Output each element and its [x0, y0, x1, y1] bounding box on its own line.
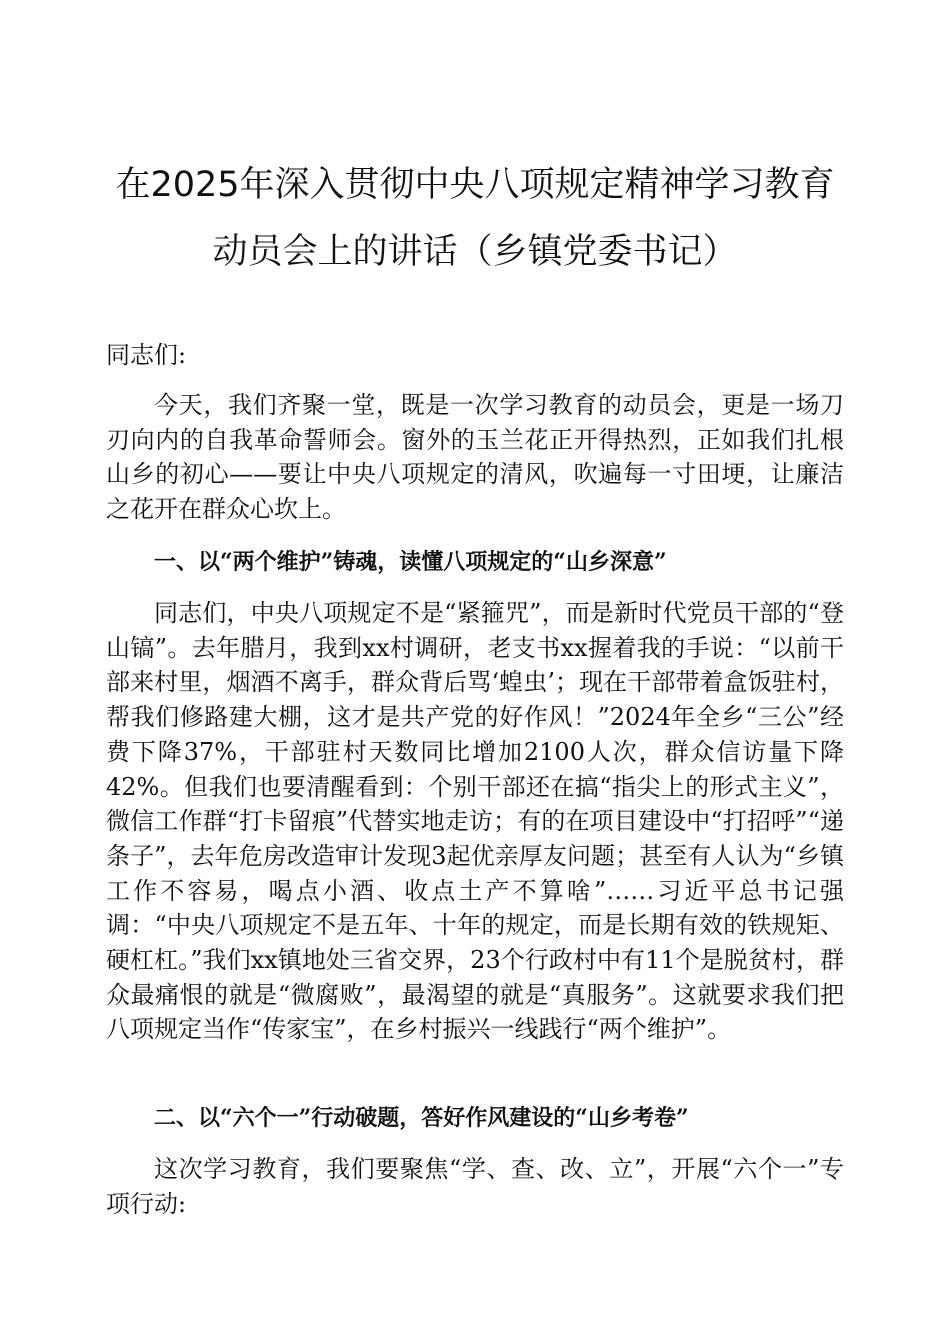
section-heading-1: 一、以“两个维护”铸魂，读懂八项规定的“山乡深意” [154, 549, 667, 575]
document-title-line-2: 动员会上的讲话（乡镇党委书记） [212, 232, 738, 272]
paragraph-section-2: 这次学习教育，我们要聚焦“学、查、改、立”，开展“六个一”专项行动: [106, 1155, 844, 1218]
paragraph-opening: 今天，我们齐聚一堂，既是一次学习教育的动员会，更是一场刀刃向内的自我革命誓师会。窗外的玉兰花正开得热烈，正如我们扎根山乡的初心——要让中央八项规定的清风，吹遍每一寸田埂，让廉洁之花开在群众心坎上。 [106, 391, 844, 524]
salutation: 同志们: [106, 341, 187, 369]
paragraph-section-1: 同志们，中央八项规定不是“紧箍咒”，而是新时代党员干部的“登山镐”。去年腊月，我到xx村调研，老支书xx握着我的手说：“以前干部来村里，烟酒不离手，群众背后骂‘蝗虫’；现在干部带着盒饭驻村，帮我们修路建大棚，这才是共产党的好作风！”2024年全乡“三公”经费下降37%，干部驻村天数同比增加2100人次，群众信访量下降42%。但我们也要清醒看到：个别干部还在搞“指尖上的形式主义”，微信工作群“打卡留痕”代替实地走访；有的在项目建设中“打招呼”“递条子”，去年危房改造审计发现3起优亲厚友问题；甚至有人认为“乡镇工作不容易，喝点小酒、收点土产不算啥”……习近平总书记强调：“中央八项规定不是五年、十年的规定，而是长期有效的铁规矩、硬杠杠。”我们xx镇地处三省交界，23个行政村中有11个是脱贫村，群众最痛恨的就是“微腐败”，最渴望的就是“真服务”。这就要求我们把八项规定当作“传家宝”，在乡村振兴一线践行“两个维护”。 [106, 599, 844, 1044]
document-title-line-1: 在2025年深入贯彻中央八项规定精神学习教育 [115, 165, 835, 205]
section-heading-2: 二、以“六个一”行动破题，答好作风建设的“山乡考卷” [154, 1105, 689, 1131]
